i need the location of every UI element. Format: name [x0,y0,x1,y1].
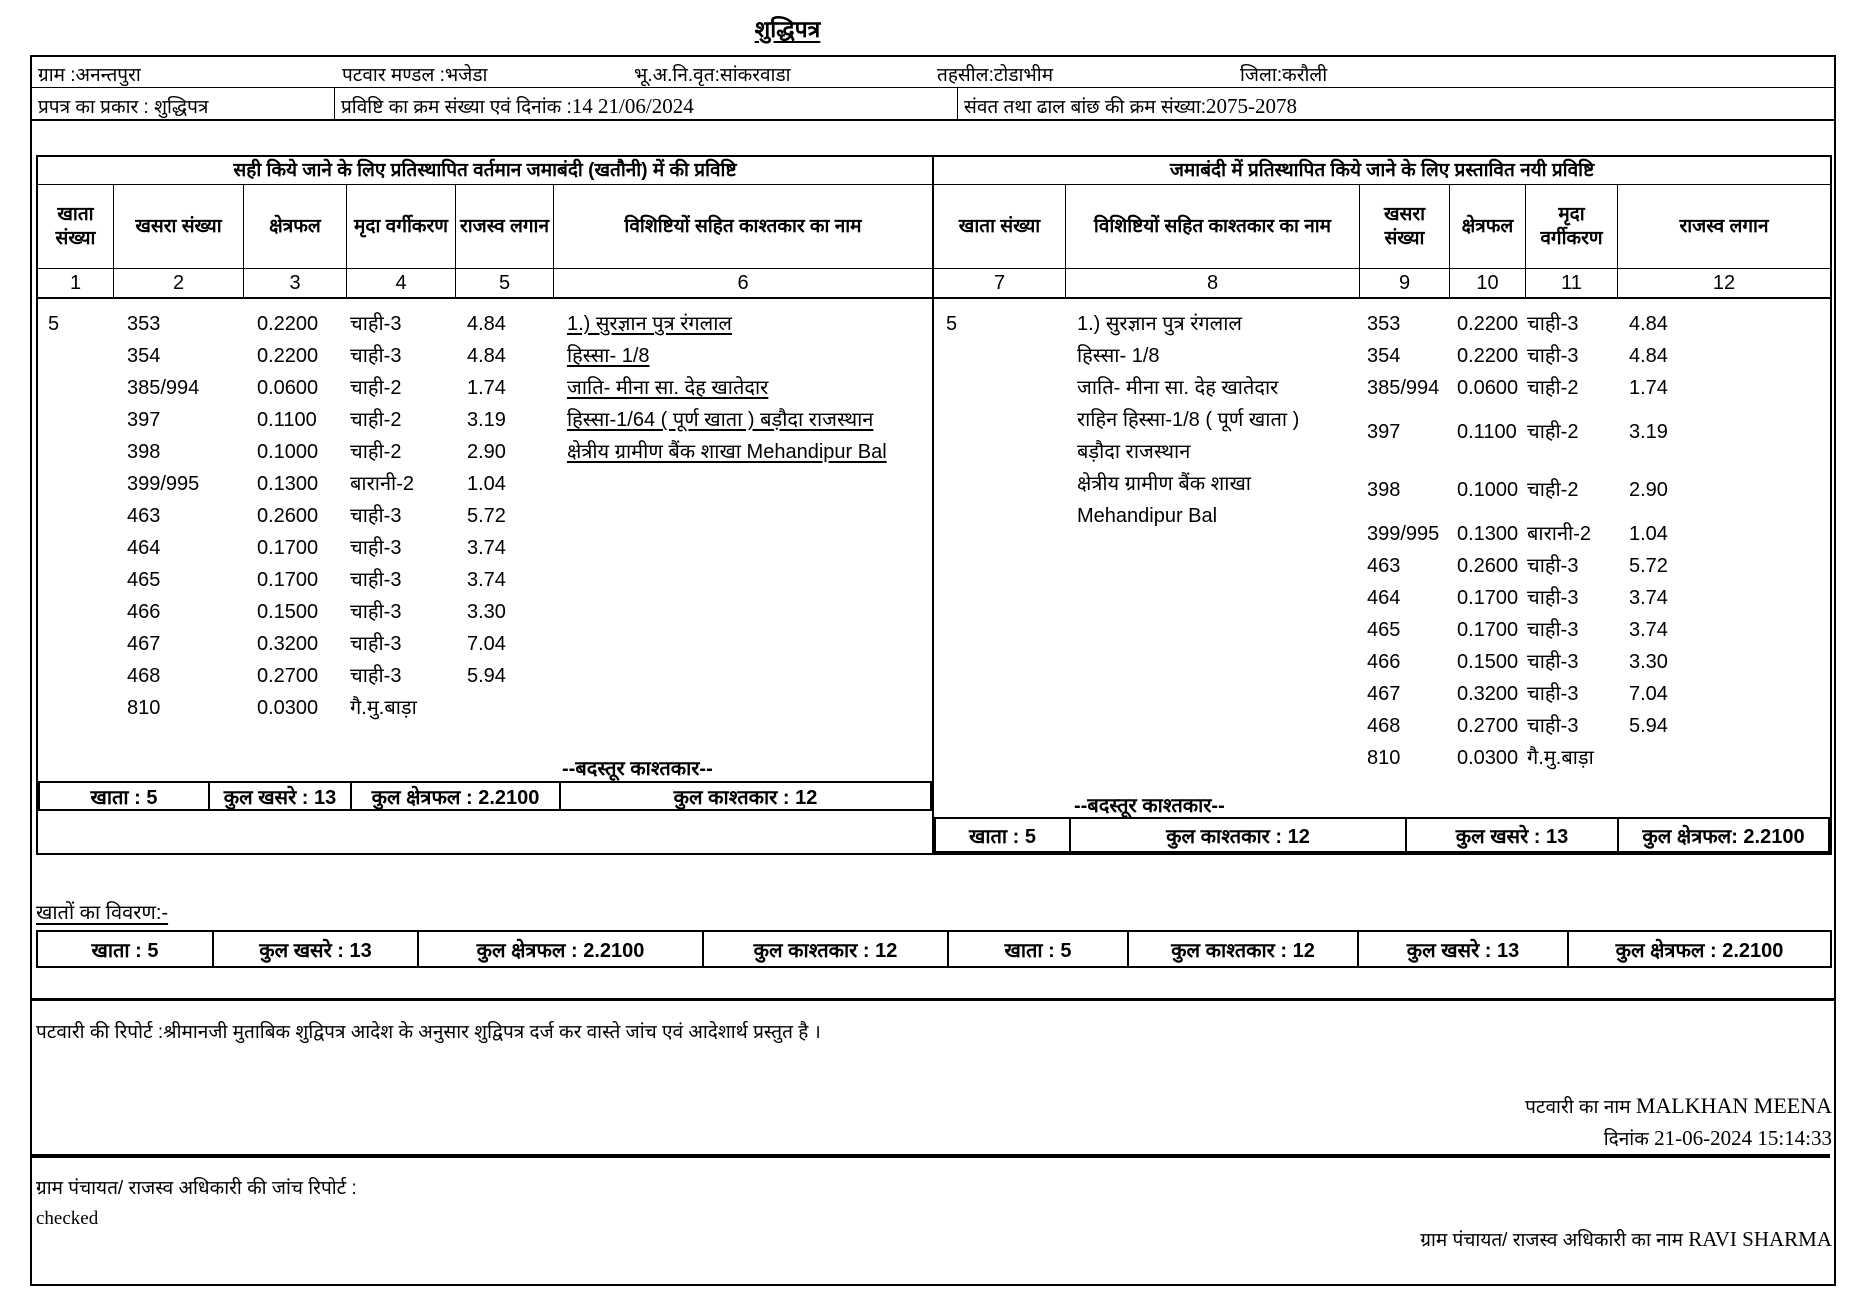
rent-value: 2.90 [1629,479,1668,501]
kashtkar-name-line: हिस्सा- 1/8 [1077,345,1160,367]
left-data-grid [38,299,932,725]
area-value: 0.1300 [1457,523,1519,545]
village-label: ग्राम :अनन्तपुरा [38,65,141,86]
kashtkar-name-line: जाति- मीना सा. देह खातेदार [567,377,769,399]
col-header-rent: राजस्व लगान [455,185,553,268]
rent-value: 7.04 [467,633,506,655]
accounts-summary-strip [36,930,1832,968]
khasra-value: 810 [127,697,161,719]
kashtkar-name-line: क्षेत्रीय ग्रामीण बैंक शाखा [1077,473,1251,495]
summary-khata: खाता : 5 [90,786,158,809]
left-khasra-column [113,299,243,725]
left-rent-column [455,299,553,725]
thick-divider [30,1154,1830,1158]
khasra-value: 465 [1367,619,1401,641]
col-header-soil: मृदा वर्गीकरण [1525,185,1617,268]
rent-value: 1.04 [1629,523,1668,545]
summary-kashtkar: कुल काश्तकार : 12 [559,783,930,809]
left-name-column [553,299,932,725]
patwari-report-text: पटवारी की रिपोर्ट :श्रीमानजी मुताबिक शुद्विपत्र आदेश के अनुसार शुद्विपत्र दर्ज कर वास्ते जांच एवं आदेशार्थ प्रस्तुत है । [36,1022,821,1043]
area-value: 0.1100 [257,409,317,431]
patwari-name-value: MALKHAN MEENA [1635,1093,1832,1118]
left-khata-column [38,299,113,725]
area-value: 0.0600 [257,377,319,399]
area-value: 0.2600 [257,505,319,527]
soil-value: गै.मु.बाड़ा [1527,747,1594,769]
area-value: 0.1700 [257,569,319,591]
khasra-value: 398 [127,441,161,463]
soil-value: चाही-3 [350,313,402,335]
accounts-cell: कुल खसरे : 13 [212,932,417,966]
patwari-date-line [1604,1125,1832,1151]
col-number: 12 [1617,269,1830,297]
khasra-value: 385/994 [1367,377,1440,399]
accounts-cell: खाता : 5 [947,932,1127,966]
soil-value: चाही-3 [350,505,402,527]
entry-label: प्रविष्टि का क्रम संख्या एवं दिनांक : [341,97,572,118]
area-value: 0.2700 [257,665,319,687]
left-badastur-note: --बदस्तूर काश्तकार-- [562,758,713,780]
samvat-serial [957,88,1834,119]
kashtkar-name-line: बड़ौदा राजस्थान [1077,441,1191,463]
area-value: 0.2700 [1457,715,1519,737]
col-number: 11 [1525,269,1617,297]
rent-value: 4.84 [467,313,506,335]
col-header-rent: राजस्व लगान [1617,185,1830,268]
panchayat-officer-name-line [1420,1226,1832,1252]
soil-value: चाही-3 [1527,715,1579,737]
samvat-label: संवत तथा ढाल बांछ की क्रम संख्या: [964,97,1207,118]
kashtkar-name-line: जाति- मीना सा. देह खातेदार [1077,377,1279,399]
col-header-khasra: खसरा संख्या [113,185,243,268]
right-data-grid [934,299,1830,775]
area-value: 0.1700 [257,537,319,559]
area-value: 0.1500 [1457,651,1519,673]
rent-value: 5.94 [467,665,506,687]
khasra-value: 468 [1367,715,1401,737]
right-area-column [1449,299,1525,775]
right-name-column [1065,299,1359,775]
khasra-value: 810 [1367,747,1401,769]
khasra-value: 385/994 [127,377,200,399]
col-header-soil: मृदा वर्गीकरण [346,185,455,268]
soil-value: चाही-3 [350,633,402,655]
panchayat-name-value: RAVI SHARMA [1688,1227,1832,1251]
page-title: शुद्धिपत्र [754,16,821,42]
section-divider [32,998,1834,1001]
khasra-value: 397 [1367,421,1401,443]
soil-value: चाही-3 [1527,313,1579,335]
kashtkar-name-line: राहिन हिस्सा-1/8 ( पूर्ण खाता ) [1077,409,1300,431]
soil-value: चाही-3 [1527,683,1579,705]
area-value: 0.2200 [257,313,319,335]
right-panel-title: जमाबंदी में प्रतिस्थापित किये जाने के लिए प्रस्तावित नयी प्रविष्टि [934,157,1830,185]
khasra-value: 466 [127,601,161,623]
area-value: 0.1300 [257,473,319,495]
col-number: 7 [993,272,1006,294]
soil-value: चाही-3 [350,601,402,623]
area-value: 0.1000 [257,441,319,463]
left-column-numbers [38,269,932,299]
khasra-value: 354 [127,345,161,367]
soil-value: चाही-3 [350,345,402,367]
check-status-text: checked [36,1208,99,1229]
area-value: 0.2200 [1457,345,1519,367]
accounts-cell: कुल काश्तकार : 12 [1127,932,1357,966]
col-number: 1 [69,272,82,294]
khasra-value: 466 [1367,651,1401,673]
rent-value: 4.84 [1629,345,1668,367]
soil-value: चाही-2 [350,409,402,431]
khasra-value: 464 [127,537,161,559]
rent-value: 3.74 [467,569,506,591]
area-value: 0.0300 [257,697,319,719]
accounts-detail-heading: खातों का विवरण:- [36,902,169,924]
soil-value: चाही-3 [1527,619,1579,641]
accounts-cell: कुल क्षेत्रफल : 2.2100 [417,932,702,966]
khasra-value: 353 [127,313,161,335]
left-soil-column [346,299,455,725]
date-value: 21-06-2024 15:14:33 [1654,1126,1832,1150]
rent-value [455,693,553,725]
left-column-headers [38,185,932,269]
kashtkar-name-line: हिस्सा-1/64 ( पूर्ण खाता ) बड़ौदा राजस्थान [567,409,874,431]
khata-value: 5 [946,313,958,335]
col-header-name: विशिष्टियों सहित काश्तकार का नाम [553,185,932,268]
correction-table [36,155,1832,855]
col-number: 8 [1065,269,1359,297]
area-value: 0.0300 [1457,747,1519,769]
col-number: 6 [553,269,932,297]
area-value: 0.1500 [257,601,319,623]
rent-value: 5.94 [1629,715,1668,737]
left-area-column [243,299,346,725]
date-label: दिनांक [1603,1129,1655,1150]
col-number: 10 [1449,269,1525,297]
right-column-numbers [934,269,1830,299]
right-data-area [934,299,1830,853]
soil-value: चाही-3 [1527,587,1579,609]
left-data-area [38,299,932,853]
rent-value [1617,743,1830,775]
soil-value: चाही-2 [350,377,402,399]
soil-value: बारानी-2 [1527,523,1592,545]
khasra-value: 354 [1367,345,1401,367]
soil-value: चाही-3 [350,569,402,591]
col-number: 2 [113,269,243,297]
rent-value: 3.19 [467,409,506,431]
rent-value: 5.72 [1629,555,1668,577]
right-rent-column [1617,299,1830,775]
soil-value: चाही-2 [1527,421,1579,443]
rent-value: 3.19 [1629,421,1668,443]
tehsil-label: तहसील:टोडाभीम [937,65,1054,86]
soil-value: चाही-3 [1527,555,1579,577]
soil-value: चाही-3 [350,537,402,559]
kashtkar-name-line: Mehandipur Bal [1077,505,1218,527]
rent-value: 2.90 [467,441,506,463]
khasra-value: 398 [1367,479,1401,501]
bhu-abhilekh-label: भू.अ.नि.वृत:सांकरवाडा [634,65,791,86]
area-value: 0.0600 [1457,377,1519,399]
rent-value: 5.72 [467,505,506,527]
kashtkar-name-line: हिस्सा- 1/8 [567,345,650,367]
khasra-value: 353 [1367,313,1401,335]
soil-value: चाही-3 [1527,651,1579,673]
kashtkar-name-line: क्षेत्रीय ग्रामीण बैंक शाखा Mehandipur Bal [567,441,887,463]
khasra-value: 399/995 [1367,523,1440,545]
khasra-value: 465 [127,569,161,591]
khata-value: 5 [48,313,60,335]
khasra-value: 467 [127,633,161,655]
col-number: 3 [243,269,346,297]
rent-value: 3.74 [467,537,506,559]
khasra-value: 468 [127,665,161,687]
summary-area: कुल क्षेत्रफल : 2.2100 [350,783,559,809]
rent-value: 1.74 [467,377,506,399]
khasra-value: 399/995 [127,473,200,495]
header-row-2 [32,88,1834,121]
right-khata-column [934,299,1065,775]
patwari-name-label: पटवारी का नाम [1525,1097,1636,1118]
rent-value: 3.74 [1629,587,1668,609]
summary-khata: खाता : 5 [968,825,1037,848]
soil-value: चाही-3 [350,665,402,687]
col-header-khata: खाता संख्या [55,203,96,249]
col-header-name: विशिष्टियों सहित काश्तकार का नाम [1065,185,1359,268]
accounts-cell: कुल काश्तकार : 12 [702,932,947,966]
col-header-area: क्षेत्रफल [243,185,346,268]
accounts-cell: कुल क्षेत्रफल : 2.2100 [1567,932,1830,966]
rent-value: 3.30 [467,601,506,623]
area-value: 0.2200 [257,345,319,367]
form-type: प्रपत्र का प्रकार : शुद्धिपत्र [38,97,209,118]
rent-value: 3.74 [1629,619,1668,641]
area-value: 0.1700 [1457,587,1519,609]
panchayat-report-label: ग्राम पंचायत/ राजस्व अधिकारी की जांच रिपोर्ट : [36,1178,357,1199]
kashtkar-name-line: 1.) सुरज्ञान पुत्र रंगलाल [1077,313,1242,335]
rent-value: 3.30 [1629,651,1668,673]
kashtkar-name-line: 1.) सुरज्ञान पुत्र रंगलाल [567,313,732,335]
soil-value: चाही-3 [1527,345,1579,367]
soil-value: चाही-2 [1527,479,1579,501]
proposed-entry-panel [934,157,1830,853]
rent-value: 7.04 [1629,683,1668,705]
patwari-name-line [1525,1093,1832,1119]
entry-number-date [334,88,957,119]
rent-value: 4.84 [467,345,506,367]
right-summary-row [934,817,1830,853]
area-value: 0.1000 [1457,479,1519,501]
right-badastur-note: --बदस्तूर काश्तकार-- [1074,795,1225,817]
right-khasra-column [1359,299,1449,775]
soil-value: बारानी-2 [350,473,415,495]
col-header-area: क्षेत्रफल [1449,185,1525,268]
area-value: 0.3200 [1457,683,1519,705]
patwar-mandal-label: पटवार मण्डल :भजेडा [342,65,488,86]
area-value: 0.1700 [1457,619,1519,641]
khasra-value: 464 [1367,587,1401,609]
soil-value: गै.मु.बाड़ा [350,697,417,719]
right-soil-column [1525,299,1617,775]
summary-kashtkar: कुल काश्तकार : 12 [1069,819,1405,851]
khasra-value: 463 [1367,555,1401,577]
left-summary-row [38,781,932,811]
area-value: 0.2200 [1457,313,1519,335]
right-column-headers [934,185,1830,269]
rent-value: 1.04 [467,473,506,495]
rent-value: 4.84 [1629,313,1668,335]
khasra-value: 463 [127,505,161,527]
summary-khasre: कुल खसरे : 13 [208,783,350,809]
soil-value: चाही-2 [1527,377,1579,399]
area-value: 0.1100 [1457,421,1517,443]
left-panel-title: सही किये जाने के लिए प्रतिस्थापित वर्तमान जमाबंदी (खतौनी) में की प्रविष्टि [38,157,932,185]
entry-value: 14 21/06/2024 [571,94,694,118]
district-label: जिला:करौली [1240,65,1328,86]
area-value: 0.3200 [257,633,319,655]
accounts-cell: खाता : 5 [91,939,159,962]
rent-value: 1.74 [1629,377,1668,399]
khasra-value: 467 [1367,683,1401,705]
samvat-value: 2075-2078 [1206,94,1298,118]
accounts-cell: कुल खसरे : 13 [1357,932,1567,966]
col-number: 9 [1359,269,1449,297]
summary-area: कुल क्षेत्रफल: 2.2100 [1617,819,1828,851]
panchayat-name-label: ग्राम पंचायत/ राजस्व अधिकारी का नाम [1420,1230,1689,1251]
col-number: 5 [455,269,553,297]
header-row-1 [32,57,1834,88]
khasra-value: 397 [127,409,161,431]
current-entry-panel [38,157,934,853]
col-number: 4 [346,269,455,297]
col-header-khata: खाता संख्या [958,215,1041,237]
col-header-khasra: खसरा संख्या [1359,185,1449,268]
area-value: 0.2600 [1457,555,1519,577]
soil-value: चाही-2 [350,441,402,463]
summary-khasre: कुल खसरे : 13 [1405,819,1617,851]
